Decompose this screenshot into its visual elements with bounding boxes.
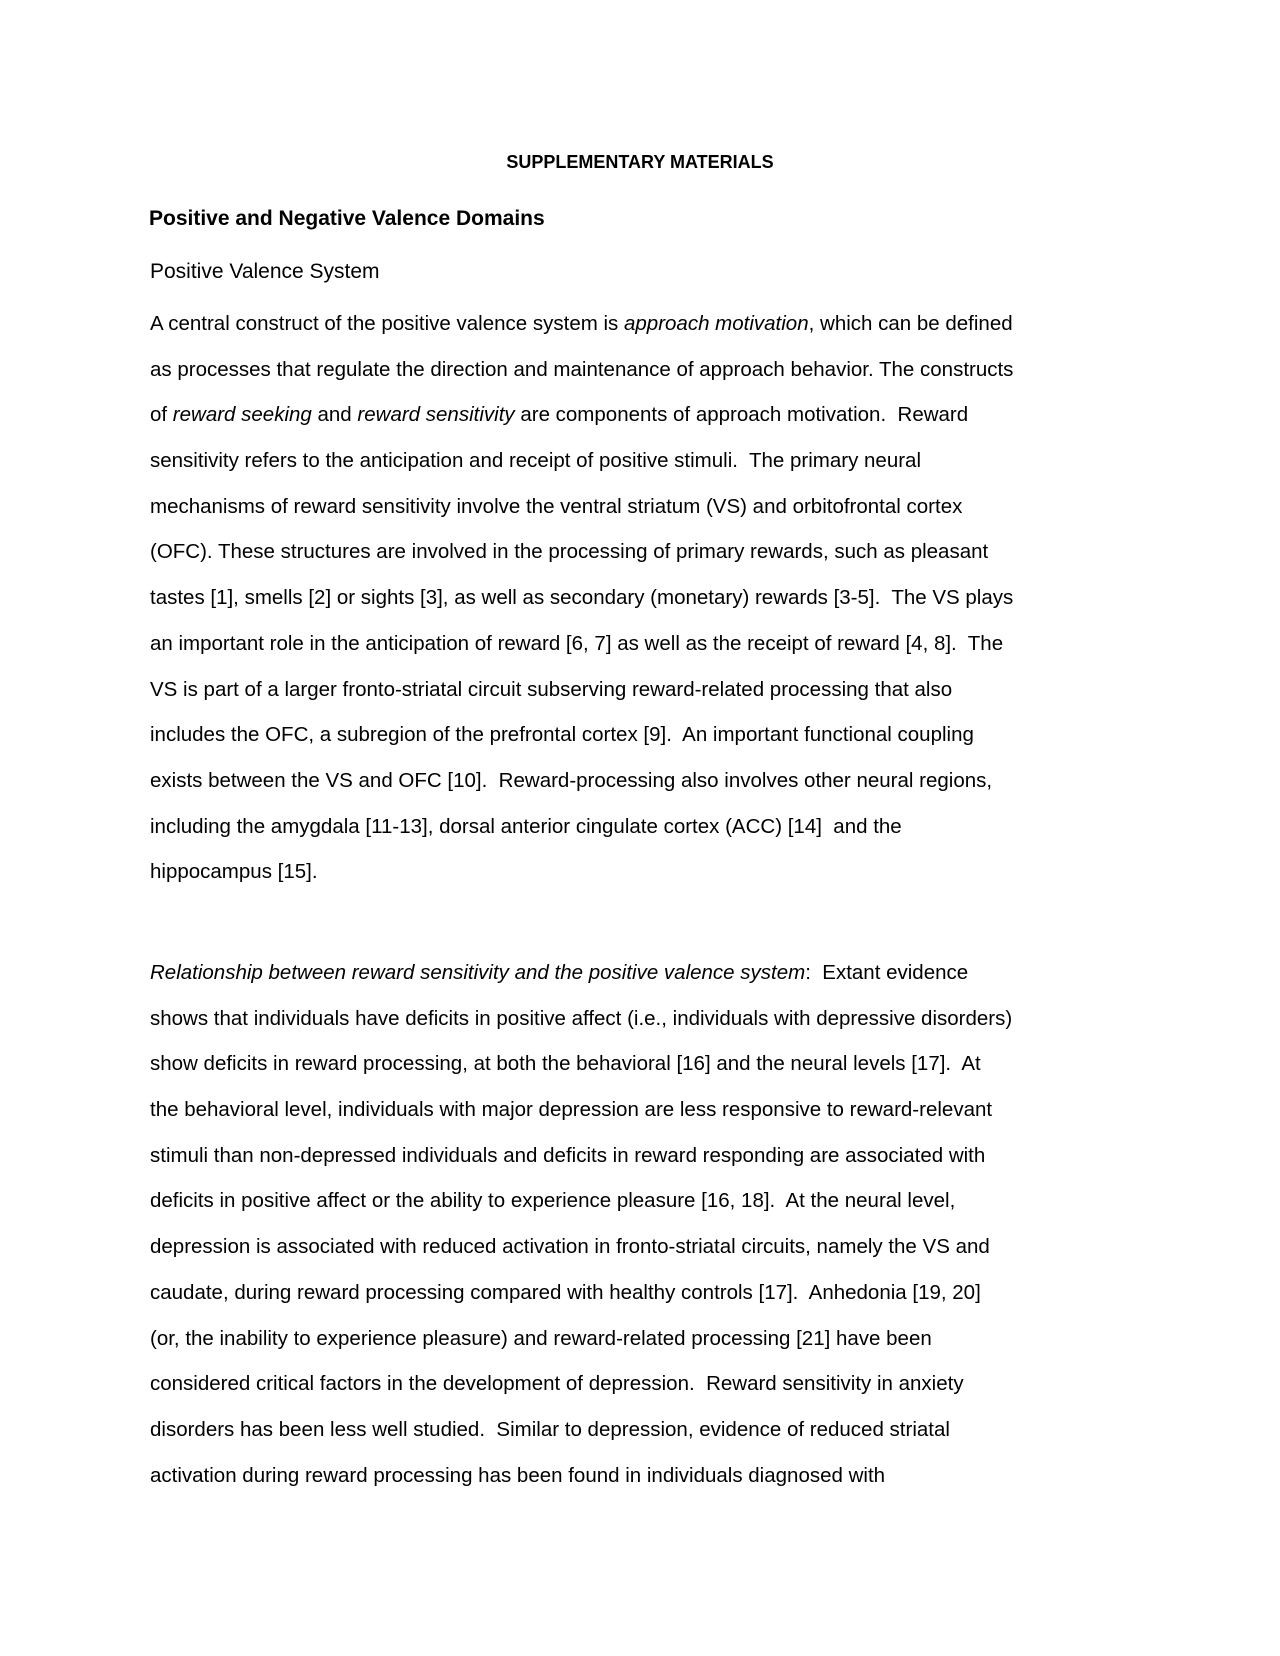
paragraph-line: shows that individuals have deficits in positive affect (i.e., individuals with depressive disorders) xyxy=(150,1006,1013,1030)
text-run: of xyxy=(150,403,173,427)
paragraph-line xyxy=(150,950,1150,996)
paragraph-line: exists between the VS and OFC [10]. Reward-processing also involves other neural regions, xyxy=(150,768,993,792)
paragraph-line: (or, the inability to experience pleasure) and reward-related processing [21] have been xyxy=(150,1326,932,1350)
subsection-heading: Positive Valence System xyxy=(150,260,380,283)
paragraph-line: deficits in positive affect or the ability to experience pleasure [16, 18]. At the neural level, xyxy=(150,1189,956,1213)
paragraph-line: stimuli than non-depressed individuals and deficits in reward responding are associated with xyxy=(150,1143,986,1167)
paragraph-line: depression is associated with reduced activation in fronto-striatal circuits, namely the VS and xyxy=(150,1235,990,1259)
paragraph-line xyxy=(150,392,1150,438)
text-run: A central construct of the positive valence system is xyxy=(150,312,624,335)
paragraph-line: caudate, during reward processing compared with healthy controls [17]. Anhedonia [19, 20] xyxy=(150,1280,981,1304)
paragraph-line: hippocampus [15]. xyxy=(150,860,318,884)
paragraph-reward-sensitivity-relationship xyxy=(150,950,1150,1498)
paragraph-line: an important role in the anticipation of reward [6, 7] as well as the receipt of reward [4, 8]. The xyxy=(150,631,1004,655)
paragraph-line: considered critical factors in the development of depression. Reward sensitivity in anxiety xyxy=(150,1372,964,1396)
paragraph-positive-valence xyxy=(150,301,1150,895)
paragraph-line: sensitivity refers to the anticipation and receipt of positive stimuli. The primary neural xyxy=(150,449,922,473)
emphasis-term: reward sensitivity xyxy=(357,403,515,427)
text-run: , which can be defined xyxy=(808,312,1013,335)
paragraph-line: tastes [1], smells [2] or sights [3], as well as secondary (monetary) rewards [3-5]. The VS plays xyxy=(150,586,1014,610)
paragraph-line: VS is part of a larger fronto-striatal circuit subserving reward-related processing that also xyxy=(150,677,953,701)
text-run: and xyxy=(311,403,358,427)
emphasis-term: approach motivation xyxy=(624,312,809,335)
paragraph-line xyxy=(150,301,1150,347)
emphasis-term: reward seeking xyxy=(172,403,312,427)
document-title: SUPPLEMENTARY MATERIALS xyxy=(506,152,774,172)
text-run: are components of approach motivation. Reward xyxy=(514,403,969,427)
paragraph-line: show deficits in reward processing, at both the behavioral [16] and the neural levels [17]. At xyxy=(150,1052,981,1076)
paragraph-line: includes the OFC, a subregion of the prefrontal cortex [9]. An important functional coupling xyxy=(150,723,974,747)
emphasis-term: Relationship between reward sensitivity and the positive valence system xyxy=(150,961,806,984)
paragraph-line: disorders has been less well studied. Similar to depression, evidence of reduced striatal xyxy=(150,1417,950,1441)
paragraph-line: as processes that regulate the direction and maintenance of approach behavior. The constructs xyxy=(150,357,1014,381)
paragraph-line: activation during reward processing has been found in individuals diagnosed with xyxy=(150,1463,886,1487)
paragraph-line: (OFC). These structures are involved in the processing of primary rewards, such as pleasant xyxy=(150,540,989,564)
section-heading: Positive and Negative Valence Domains xyxy=(149,207,545,230)
paragraph-line: mechanisms of reward sensitivity involve the ventral striatum (VS) and orbitofrontal cortex xyxy=(150,494,963,518)
paragraph-line: including the amygdala [11-13], dorsal anterior cingulate cortex (ACC) [14] and the xyxy=(150,814,902,838)
paragraph-line: the behavioral level, individuals with major depression are less responsive to reward-relevant xyxy=(150,1098,993,1122)
text-run: : Extant evidence xyxy=(805,961,969,984)
